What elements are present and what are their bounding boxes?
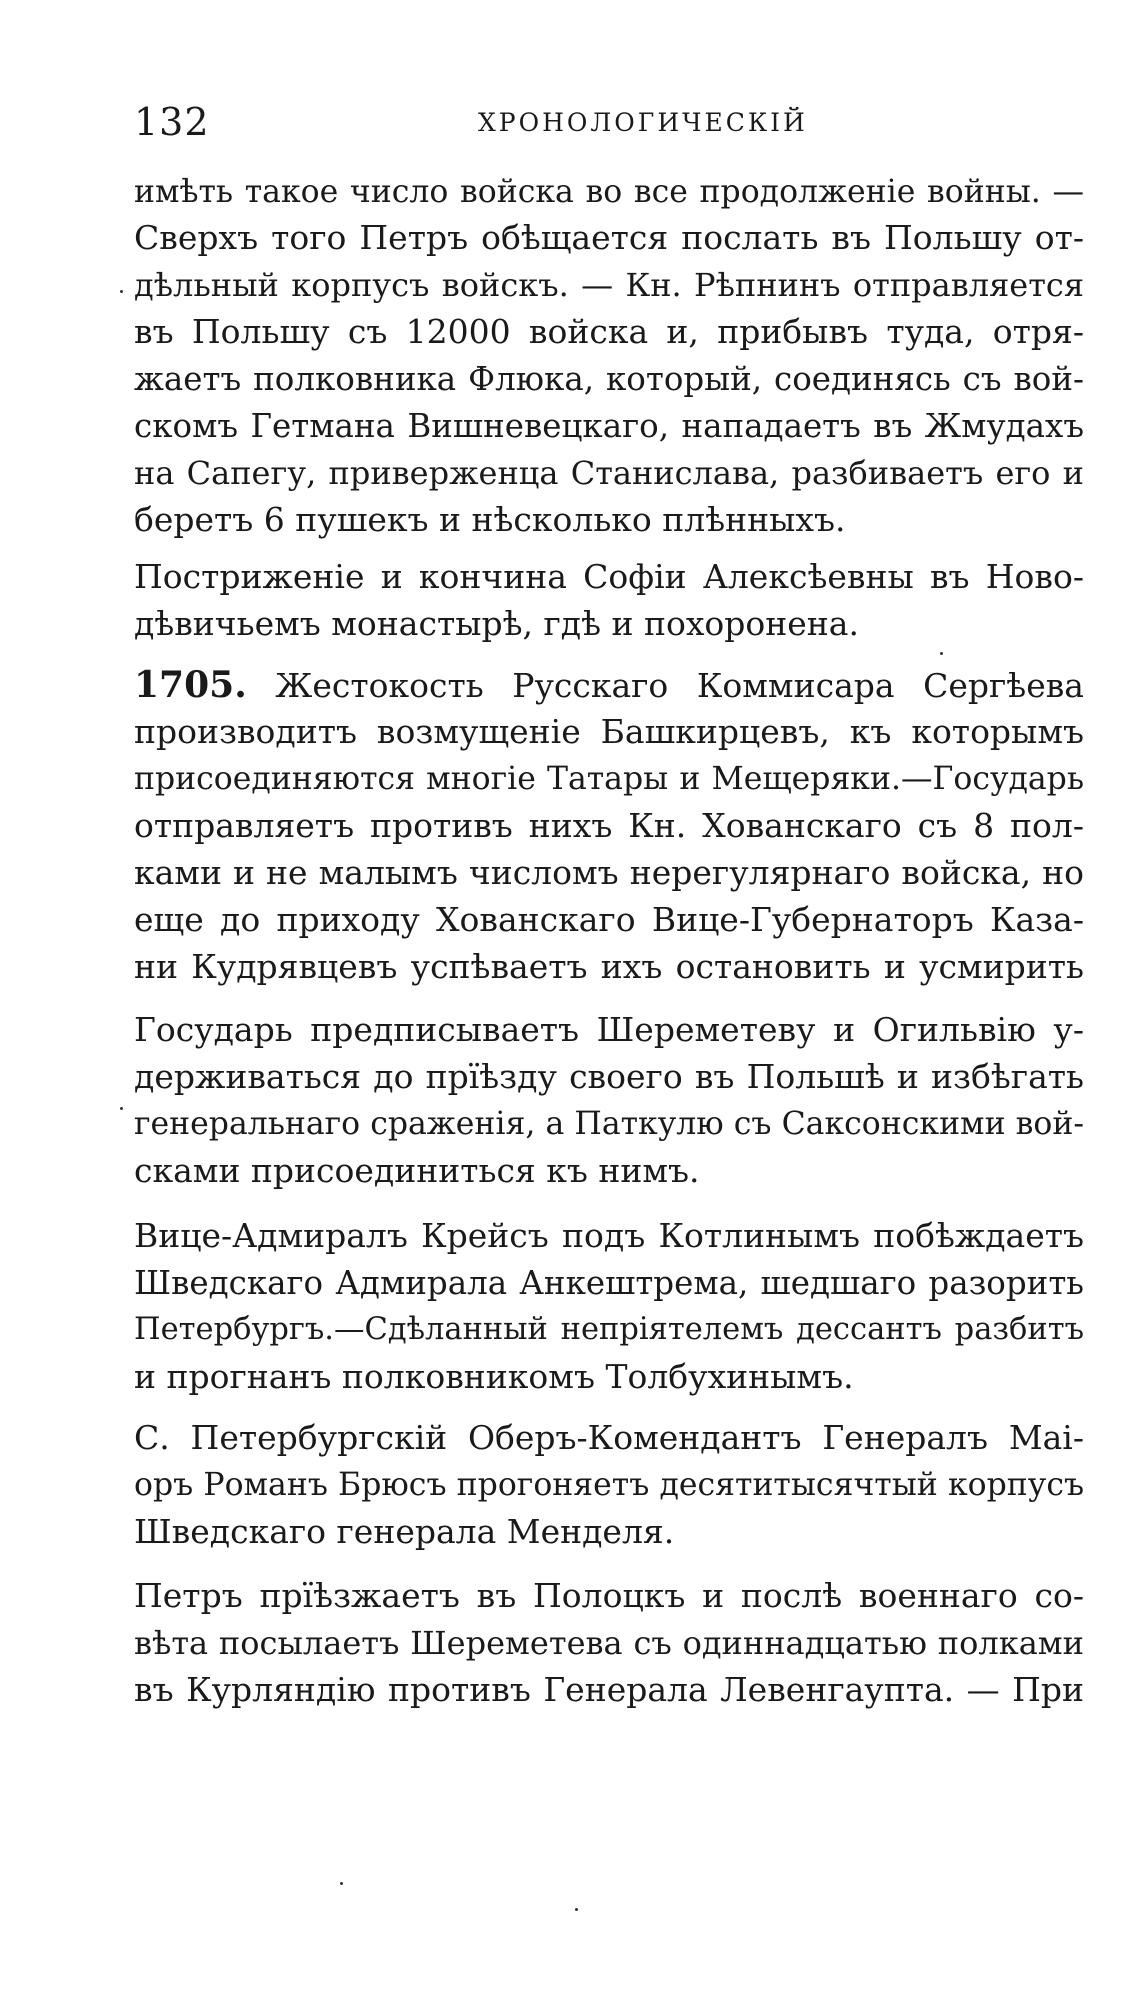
text-line: производитъ возмущеніе Башкирцевъ, къ которымъ: [134, 712, 1084, 751]
scan-speck: [940, 652, 943, 655]
scan-speck: [120, 290, 123, 293]
text-line: отправляетъ противъ нихъ Кн. Хованскаго съ 8 пол-: [134, 806, 1084, 845]
text-line: оръ Романъ Брюсъ прогоняетъ десятитысячтый корпусъ: [134, 1467, 1084, 1503]
text-line: Постриженіе и кончина Софіи Алексѣевны въ Ново-: [134, 557, 1084, 596]
text-line: Петръ прїѣзжаетъ въ Полоцкъ и послѣ военнаго со-: [134, 1576, 1084, 1615]
text-line: въ Польшу съ 12000 войска и, прибывъ туда, отря-: [134, 312, 1084, 351]
text-line: С. Петербургскій Оберъ-Комендантъ Генералъ Маі-: [134, 1418, 1084, 1457]
text-line: еще до приходу Хованскаго Вице-Губернаторъ Каза-: [134, 900, 1084, 939]
scan-speck: [340, 1882, 343, 1885]
text-line: генеральнаго сраженія, а Паткулю съ Саксонскими вой-: [134, 1106, 1084, 1142]
text-line-remainder: Жестокость Русскаго Коммисара Сергѣева: [275, 666, 1084, 705]
running-title: ХРОНОЛОГИЧЕСКІЙ: [478, 108, 808, 137]
year-heading: 1705.: [134, 664, 247, 706]
text-line: Шведскаго генерала Менделя.: [134, 1512, 675, 1551]
text-line: присоединяются многіе Татары и Мещеряки.—Государь: [134, 761, 1084, 797]
page-header: [134, 100, 1084, 150]
text-line: жаетъ полковника Флюка, который, соединясь съ вой-: [134, 360, 1084, 398]
page-number: 132: [134, 100, 210, 144]
text-line: [134, 665, 1084, 706]
text-line: ками и не малымъ числомъ нерегулярнаго войска, но: [134, 853, 1084, 892]
scan-speck: [575, 1908, 578, 1911]
text-line: сками присоединиться къ нимъ.: [134, 1151, 700, 1190]
text-line: дѣльный корпусъ войскъ. — Кн. Рѣпнинъ отправляется: [134, 266, 1084, 304]
text-line: держиваться до прїѣзду своего въ Польшѣ и избѣгать: [134, 1057, 1084, 1096]
text-line: ни Кудрявцевъ успѣваетъ ихъ остановить и усмирить: [134, 947, 1084, 986]
scan-speck: [120, 1107, 123, 1110]
text-line: Сверхъ того Петръ обѣщается послать въ Польшу от-: [134, 218, 1084, 257]
text-line: Петербургъ.—Сдѣланный непріятелемъ дессантъ разбитъ: [134, 1312, 1084, 1347]
text-line: Шведскаго Адмирала Анкештрема, шедшаго разорить: [134, 1264, 1084, 1302]
text-line: Вице-Адмиралъ Крейсъ подъ Котлинымъ побѣждаетъ: [134, 1216, 1084, 1255]
text-line: на Сапегу, приверженца Станислава, разбиваетъ его и: [134, 454, 1084, 492]
text-line: дѣвичьемъ монастырѣ, гдѣ и похоронена.: [134, 604, 859, 643]
text-line: въ Курляндію противъ Генерала Левенгаупта. — При: [134, 1670, 1084, 1709]
text-line: скомъ Гетмана Вишневецкаго, нападаетъ въ Жмудахъ: [134, 407, 1084, 445]
text-line: и прогнанъ полковникомъ Толбухинымъ.: [134, 1357, 854, 1396]
text-line: вѣта посылаетъ Шереметева съ одиннадцатью полками: [134, 1624, 1084, 1662]
text-line: Государь предписываетъ Шереметеву и Огильвію у-: [134, 1010, 1084, 1049]
text-line: беретъ 6 пушекъ и нѣсколько плѣнныхъ.: [134, 500, 846, 539]
text-line: имѣть такое число войска во все продолженіе войны. —: [134, 174, 1084, 210]
